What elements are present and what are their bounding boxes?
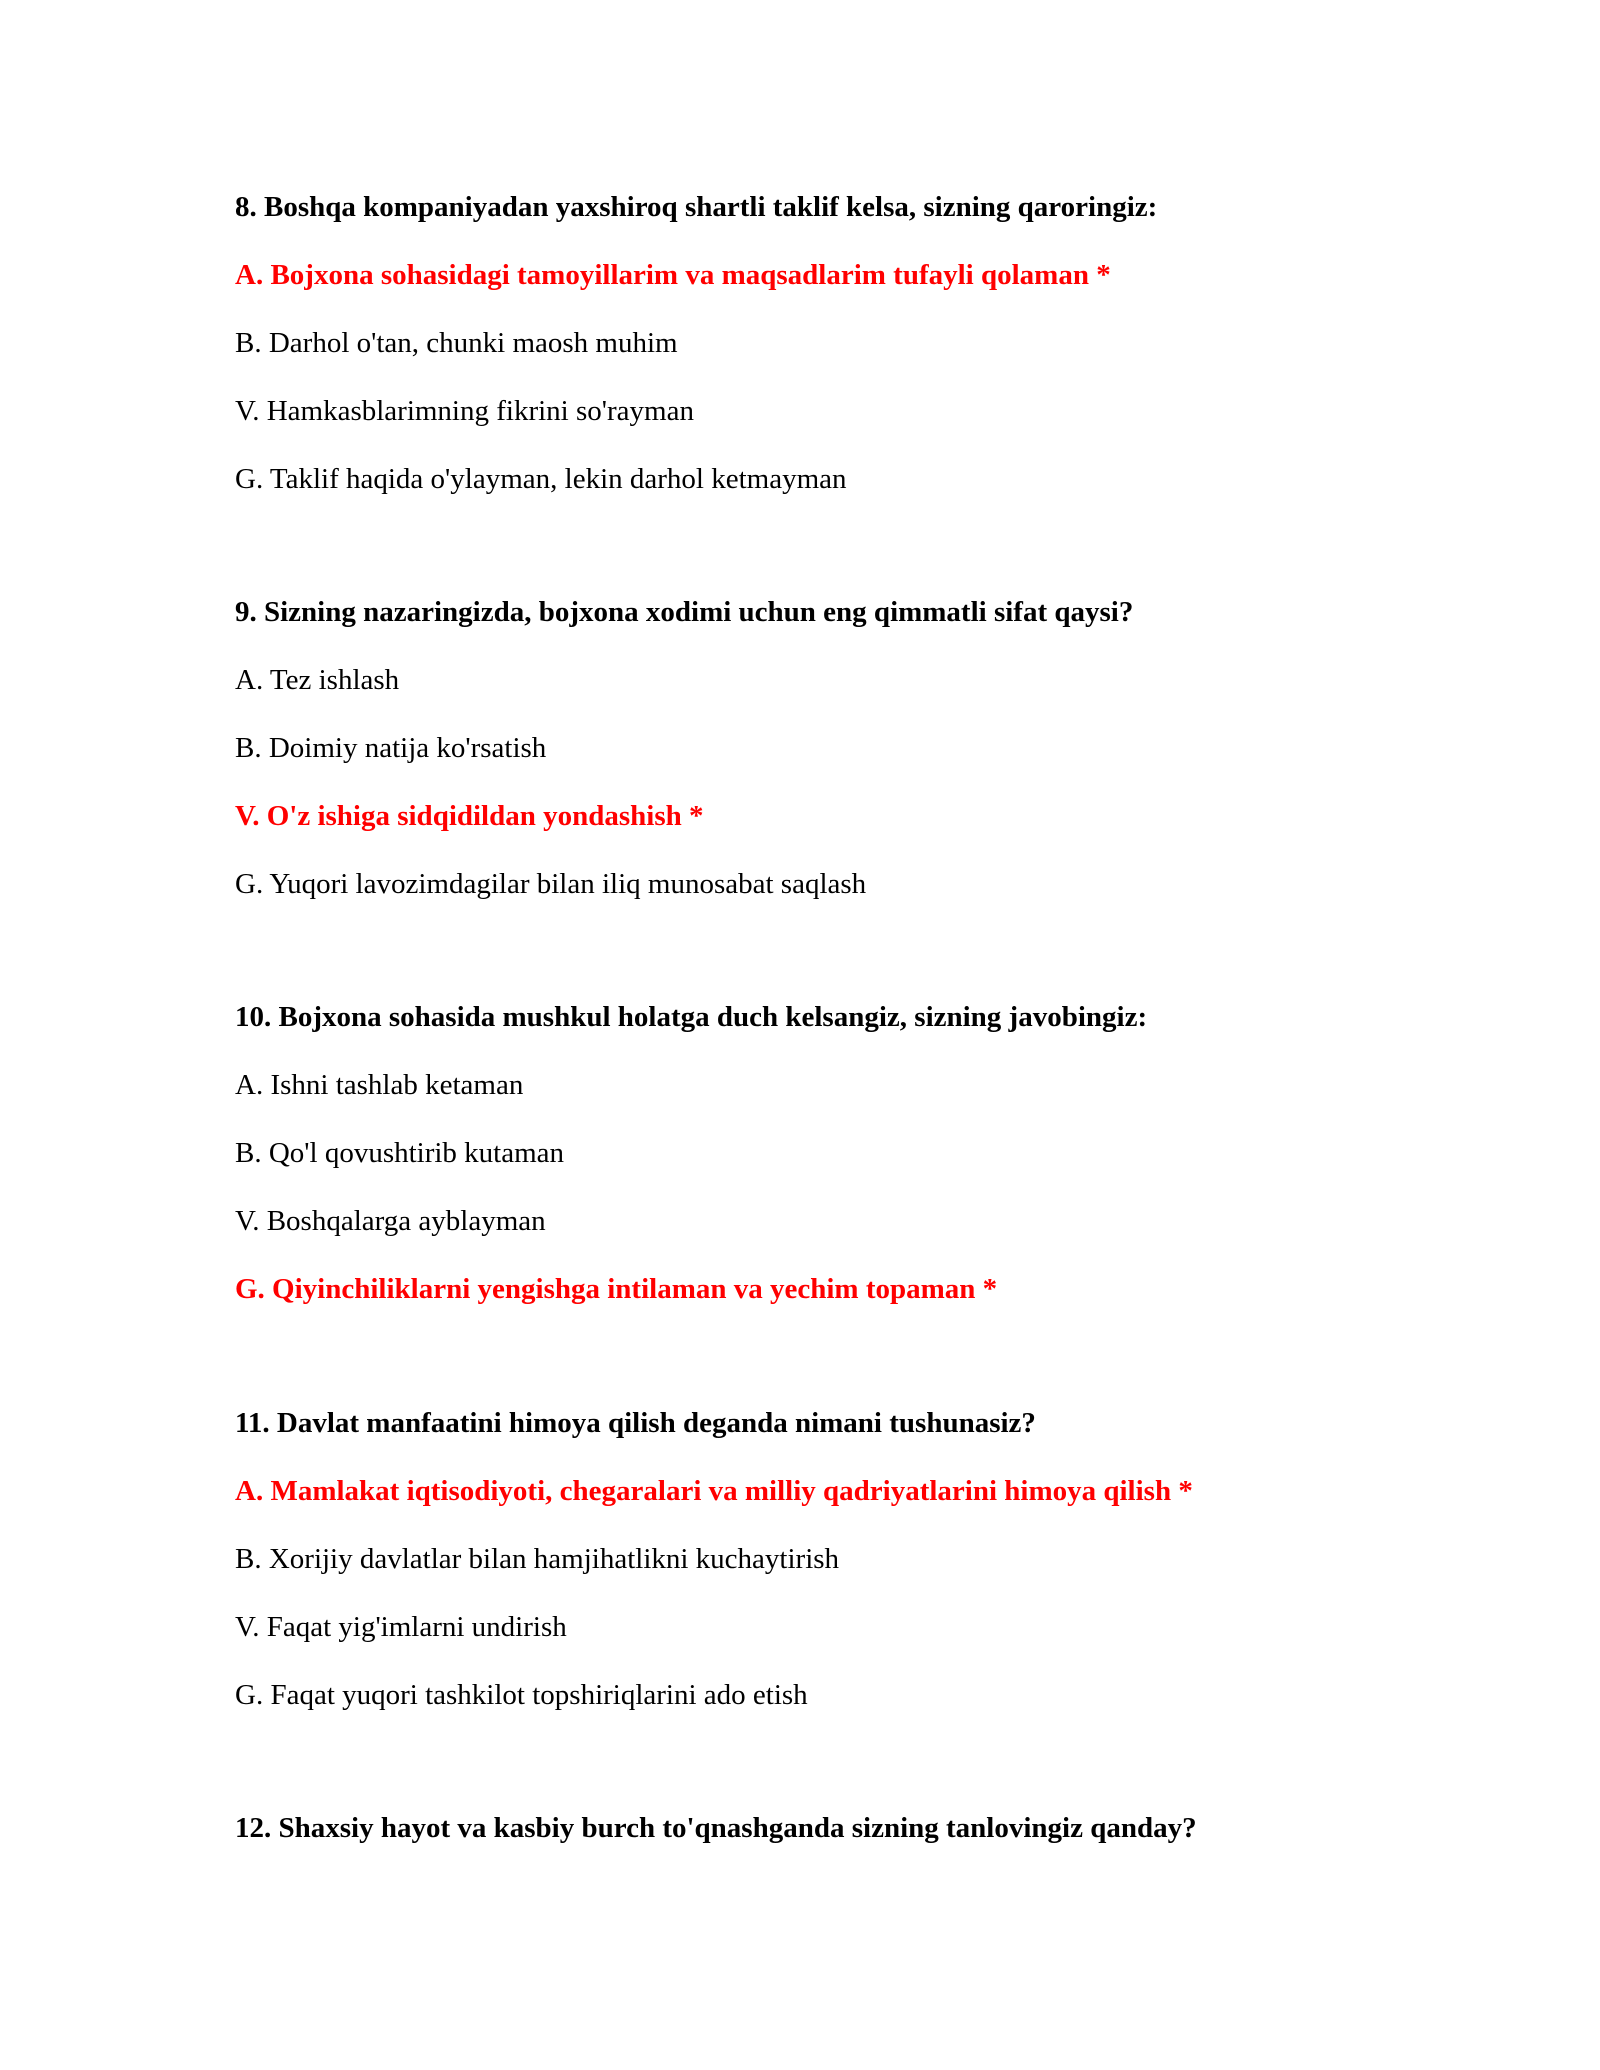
option-b: B. Qo'l qovushtirib kutaman [235, 1137, 565, 1169]
option-a: A. Tez ishlash [235, 664, 400, 696]
option-g: G. Faqat yuqori tashkilot topshiriqlarini ado etish [235, 1679, 808, 1711]
question-title: 12. Shaxsiy hayot va kasbiy burch to'qnashganda sizning tanlovingiz qanday? [235, 1812, 1197, 1844]
question-11 [235, 1406, 1535, 1712]
option-v: V. Hamkasblarimning fikrini so'rayman [235, 395, 694, 427]
question-title: 10. Bojxona sohasida mushkul holatga duch kelsangiz, sizning javobingiz: [235, 1001, 1148, 1033]
option-a: A. Ishni tashlab ketaman [235, 1069, 524, 1101]
option-v: V. Boshqalarga ayblayman [235, 1205, 546, 1237]
question-title: 11. Davlat manfaatini himoya qilish deganda nimani tushunasiz? [235, 1407, 1036, 1439]
question-title: 9. Sizning nazaringizda, bojxona xodimi uchun eng qimmatli sifat qaysi? [235, 596, 1134, 628]
question-title: 8. Boshqa kompaniyadan yaxshiroq shartli taklif kelsa, sizning qaroringiz: [235, 191, 1158, 223]
option-v-correct: V. O'z ishiga sidqidildan yondashish * [235, 800, 704, 832]
option-v: V. Faqat yig'imlarni undirish [235, 1611, 567, 1643]
option-b: B. Xorijiy davlatlar bilan hamjihatlikni kuchaytirish [235, 1543, 840, 1575]
option-g: G. Taklif haqida o'ylayman, lekin darhol ketmayman [235, 463, 847, 495]
option-b: B. Doimiy natija ko'rsatish [235, 732, 547, 764]
option-b: B. Darhol o'tan, chunki maosh muhim [235, 327, 678, 359]
question-8 [235, 190, 1535, 496]
option-g: G. Yuqori lavozimdagilar bilan iliq munosabat saqlash [235, 868, 867, 900]
option-g-correct: G. Qiyinchiliklarni yengishga intilaman va yechim topaman * [235, 1273, 998, 1305]
question-12 [235, 1811, 1535, 1845]
option-a-correct: A. Mamlakat iqtisodiyoti, chegaralari va milliy qadriyatlarini himoya qilish * [235, 1475, 1193, 1507]
option-a-correct: A. Bojxona sohasidagi tamoyillarim va maqsadlarim tufayli qolaman * [235, 259, 1111, 291]
question-9 [235, 595, 1535, 901]
question-10 [235, 1000, 1535, 1306]
